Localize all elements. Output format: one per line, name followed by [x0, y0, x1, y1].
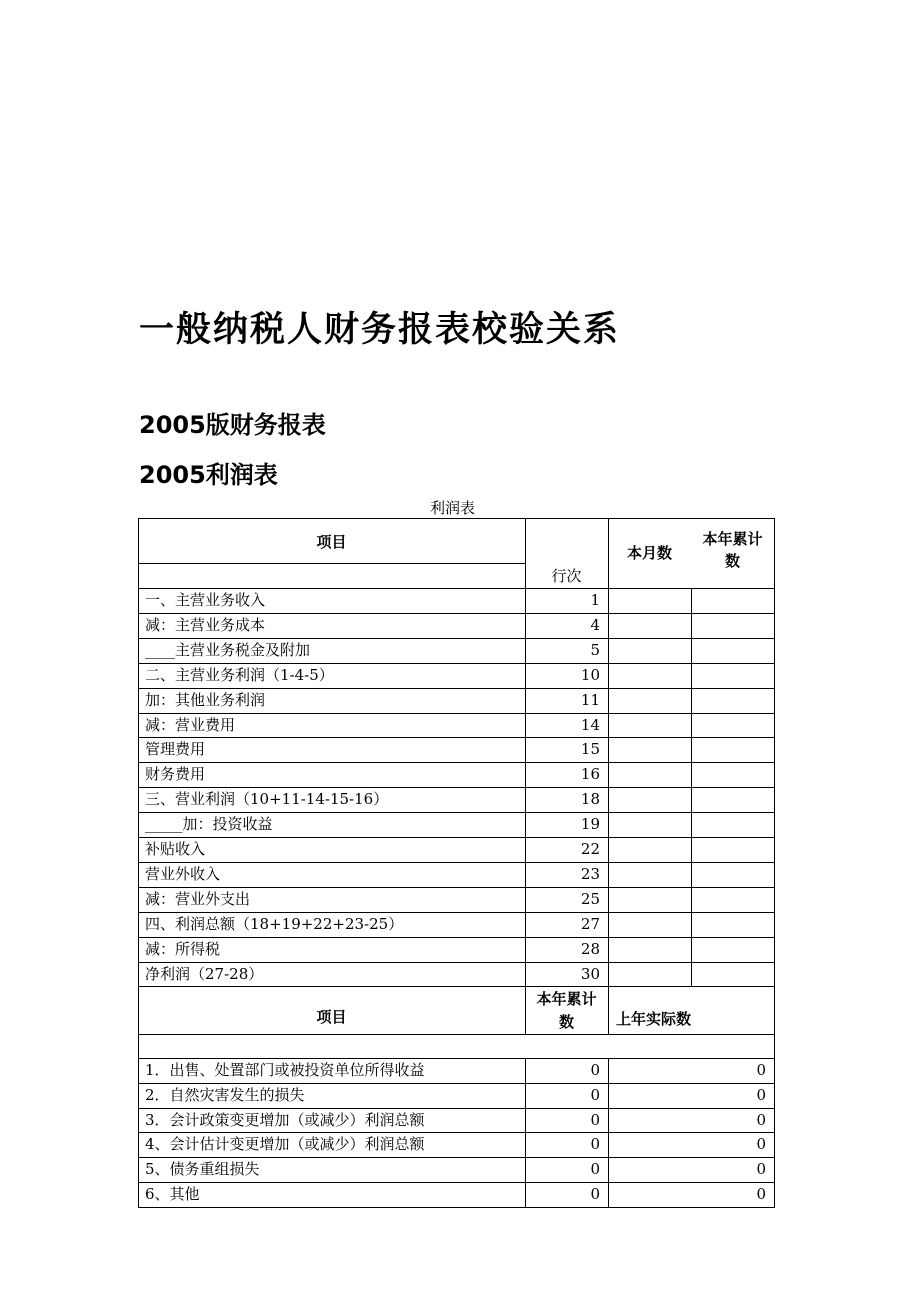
table-row-line-no: 1 [590, 591, 600, 609]
table-rule [774, 986, 775, 1208]
table-row-label: ____主营业务税金及附加 [145, 641, 311, 659]
table-row-line-no: 11 [580, 691, 600, 709]
table-rule [138, 588, 775, 589]
supplement-row-label: 4、会计估计变更增加（或减少）利润总额 [145, 1135, 425, 1153]
table-rule [138, 986, 775, 987]
supplement-row-ytd: 0 [590, 1111, 600, 1129]
supplement-row-last-year: 0 [756, 1135, 766, 1153]
table-row-line-no: 23 [580, 865, 600, 883]
table-rule [138, 1157, 775, 1158]
supplement-row-last-year: 0 [756, 1086, 766, 1104]
table-rule [138, 787, 775, 788]
supplement-row-last-year: 0 [756, 1111, 766, 1129]
table-row-label: 四、利润总额（18+19+22+23-25） [145, 915, 404, 933]
supplement-row-ytd: 0 [590, 1061, 600, 1079]
supplement-row-ytd: 0 [590, 1135, 600, 1153]
table-rule [138, 862, 775, 863]
supplement-row-last-year: 0 [756, 1160, 766, 1178]
supplement-row-label: 6、其他 [145, 1185, 200, 1203]
table-row-label: 减：主营业务成本 [145, 616, 266, 634]
table-rule [525, 986, 526, 1034]
table-rule [138, 663, 775, 664]
table-rule [138, 518, 139, 986]
table-rule [138, 713, 775, 714]
supplement-header-ytd: 本年累计数 [536, 990, 597, 1031]
table-rule [138, 986, 139, 1208]
document-title: 一般纳税人财务报表校验关系 [139, 310, 621, 350]
table-rule [608, 1058, 609, 1207]
table-rule [138, 1058, 775, 1059]
table-rule [691, 588, 692, 986]
table-row-line-no: 25 [580, 890, 600, 908]
supplement-row-last-year: 0 [756, 1185, 766, 1203]
table-rule [138, 837, 775, 838]
table-row-line-no: 28 [580, 940, 600, 958]
supplement-header-item: 项目 [316, 1008, 347, 1026]
table-rule [774, 518, 775, 986]
table-row-line-no: 14 [580, 716, 600, 734]
table-row-line-no: 16 [580, 765, 600, 783]
table-row-label: 减：营业外支出 [145, 890, 251, 908]
table-row-label: 净利润（27-28） [145, 965, 264, 983]
table-row-label: 二、主营业务利润（1-4-5） [145, 666, 334, 684]
header-this-month: 本月数 [626, 544, 672, 562]
table-row-label: 加：其他业务利润 [145, 691, 266, 709]
supplement-row-ytd: 0 [590, 1185, 600, 1203]
table-rule [138, 962, 775, 963]
table-rule [138, 937, 775, 938]
table-row-label: 一、主营业务收入 [145, 591, 266, 609]
table-row-label: 管理费用 [145, 740, 206, 758]
table-row-line-no: 22 [580, 840, 600, 858]
subsection-title: 2005利润表 [139, 461, 278, 489]
table-rule [138, 638, 775, 639]
supplement-header-last-year: 上年实际数 [616, 1010, 692, 1028]
header-line-no: 行次 [551, 567, 582, 585]
table-rule [138, 762, 775, 763]
table-row-label: 减：所得税 [145, 940, 221, 958]
table-rule [138, 1108, 775, 1109]
table-rule [138, 1182, 775, 1183]
table-row-label: 财务费用 [145, 765, 206, 783]
table-rule [138, 887, 775, 888]
table-row-label: 减：营业费用 [145, 716, 236, 734]
table-rule [138, 613, 775, 614]
table-rule [138, 912, 775, 913]
table-row-label: 三、营业利润（10+11-14-15-16） [145, 790, 389, 808]
section-title: 2005版财务报表 [139, 411, 326, 439]
table-row-line-no: 10 [580, 666, 600, 684]
table-row-label: 营业外收入 [145, 865, 221, 883]
table-row-line-no: 5 [590, 641, 600, 659]
table-row-line-no: 27 [580, 915, 600, 933]
supplement-row-label: 2．自然灾害发生的损失 [145, 1086, 305, 1104]
table-rule [138, 1207, 775, 1208]
table-rule [138, 688, 775, 689]
header-item: 项目 [316, 532, 347, 551]
table-rule [608, 518, 609, 986]
supplement-row-ytd: 0 [590, 1160, 600, 1178]
supplement-row-label: 1．出售、处置部门或被投资单位所得收益 [145, 1061, 425, 1079]
table-rule [138, 812, 775, 813]
table-caption: 利润表 [430, 499, 476, 517]
table-rule [525, 518, 526, 986]
table-rule [138, 1034, 775, 1035]
table-row-line-no: 30 [580, 965, 600, 983]
table-row-label: _____加：投资收益 [145, 815, 273, 833]
table-row-line-no: 4 [590, 616, 600, 634]
table-row-line-no: 15 [580, 740, 600, 758]
table-row-label: 补贴收入 [145, 840, 206, 858]
supplement-row-ytd: 0 [590, 1086, 600, 1104]
table-rule [138, 1132, 775, 1133]
table-row-line-no: 19 [580, 815, 600, 833]
table-rule [138, 1083, 775, 1084]
header-ytd: 本年累计数 [702, 530, 763, 570]
table-rule [138, 563, 525, 564]
table-rule [138, 737, 775, 738]
table-row-line-no: 18 [580, 790, 600, 808]
supplement-row-label: 3．会计政策变更增加（或减少）利润总额 [145, 1111, 425, 1129]
table-rule [525, 1058, 526, 1207]
supplement-row-label: 5、债务重组损失 [145, 1160, 260, 1178]
table-rule [608, 986, 609, 1034]
supplement-row-last-year: 0 [756, 1061, 766, 1079]
